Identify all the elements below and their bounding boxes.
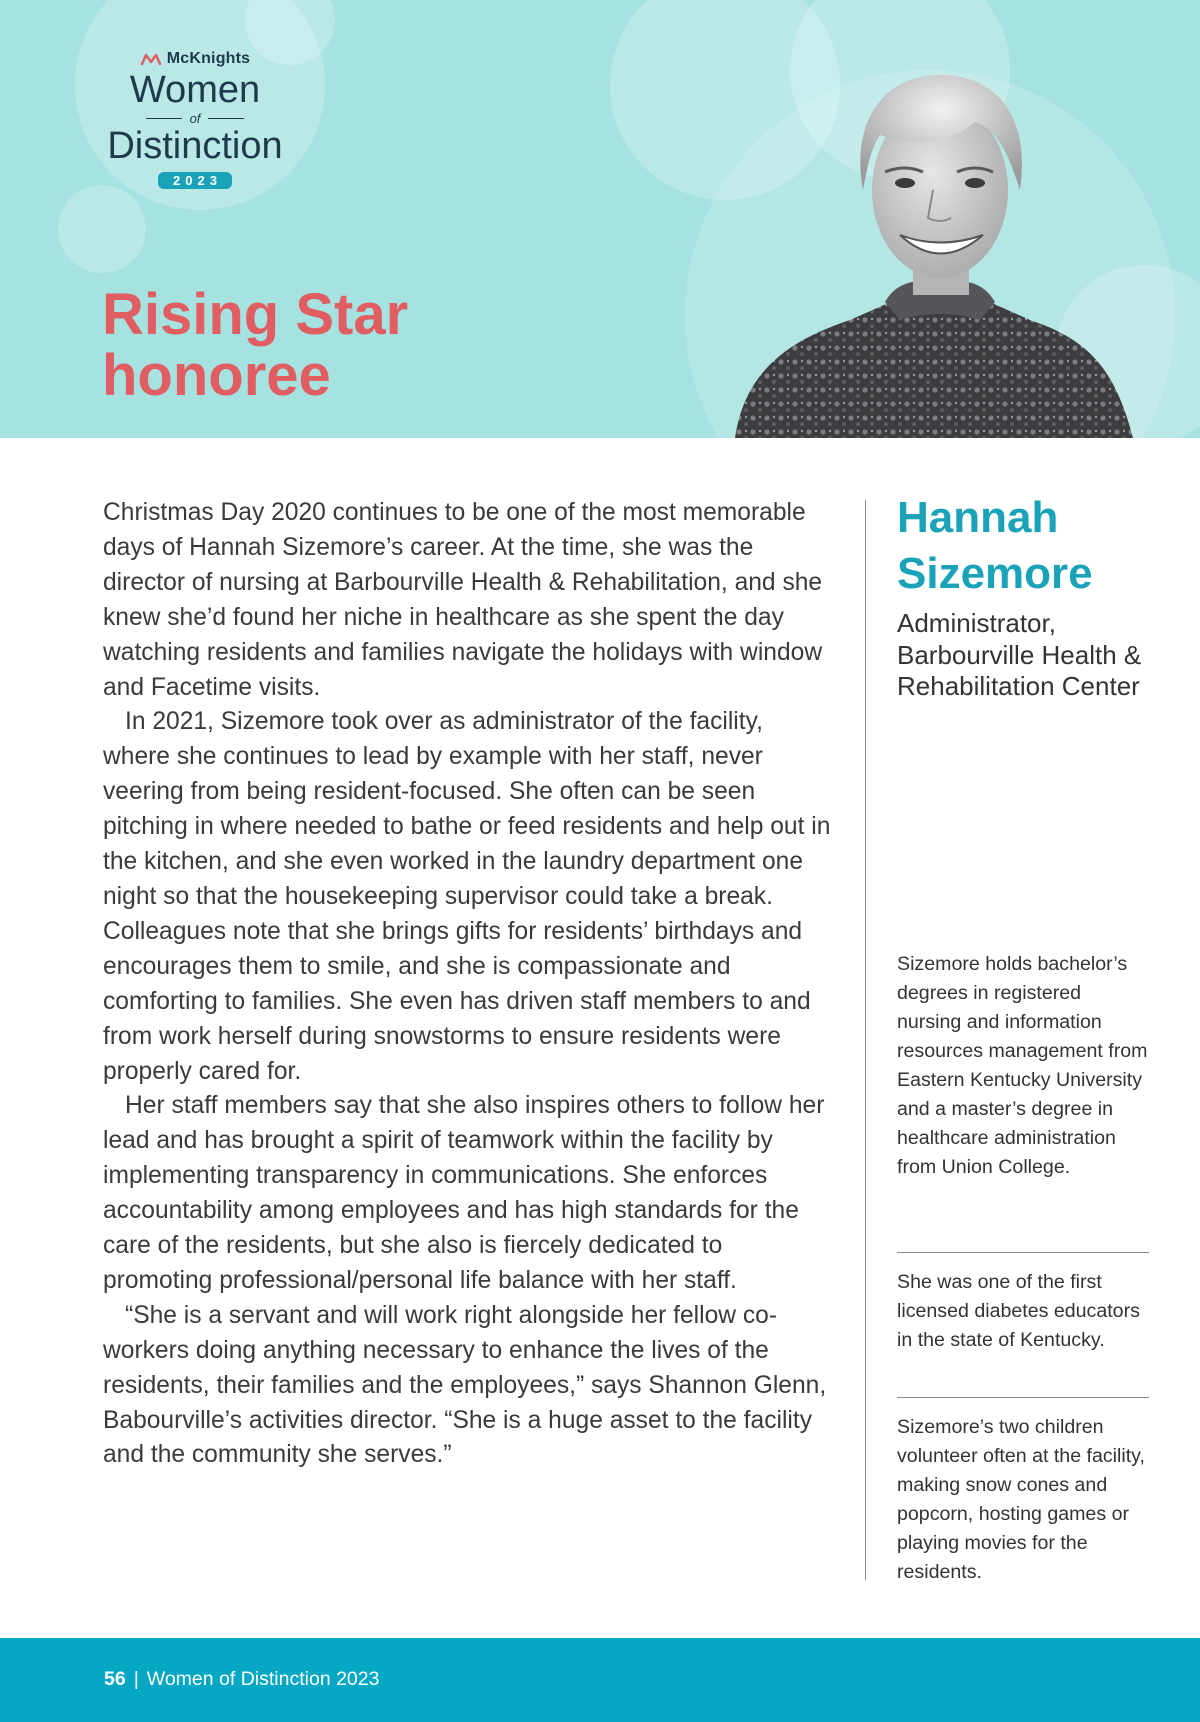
article-paragraph: In 2021, Sizemore took over as administrator of the facility, where she continues to lead by example with her staff, never veering from being resident-focused. She often can be seen pitching in where needed to bathe or feed residents and help out in the kitchen, and she even worked in the laundry department one night so that the housekeeping supervisor could take a break. Colleagues note that she brings gifts for residents’ birthdays and encourages them to smile, and she is compassionate and comforting to families. She even has driven staff members to and from work herself during snowstorms to ensure residents were properly cared for. [103,708,831,1085]
logo-year-badge: 2023 [158,172,232,189]
article-paragraph: “She is a servant and will work right alongside her fellow co-workers doing anything necessary to enhance the lives of the residents, their families and the employees,” says Shannon Glenn, Babourville’s activities director. “She is a huge asset to the facility and the community she serves.” [103,1301,827,1469]
portrait-photo [735,50,1155,438]
honoree-name [897,490,1149,602]
sidebar-fact: She was one of the first licensed diabetes educators in the state of Kentucky. [897,1271,1140,1351]
decorative-bubble [58,185,146,273]
logo-women-text: Women [129,69,261,111]
mcknights-logo [95,50,295,190]
logo-rule [208,118,244,119]
article-paragraph: Christmas Day 2020 continues to be one of the most memorable days of Hannah Sizemore’s career. At the time, she was the director of nursing at Barbourville Health & Rehabilitation, and she knew she’d found her niche in healthcare as she spent the day watching residents and families navigate the holidays with window and Facetime visits. [103,499,823,701]
mcknights-mark-icon [140,52,162,66]
article-body [103,496,833,1473]
sidebar-fact: Sizemore’s two children volunteer often at the facility, making snow cones and popcorn, hosting games or playing movies for the residents. [897,1416,1145,1583]
logo-of-text: of [189,110,201,126]
page-title-line1: Rising Star [102,282,409,347]
honoree-role: Administrator, Barbourville Health & Rehabilitation Center [897,608,1142,701]
fact-divider [897,1397,1149,1398]
logo-distinction-text: Distinction [107,125,283,167]
sidebar-fact: Sizemore holds bachelor’s degrees in registered nursing and information resources management from Eastern Kentucky University and a master’s degree in healthcare administration from Union College. [897,953,1148,1178]
page-title-line2: honoree [102,343,331,408]
honoree-first-name: Hannah [897,493,1059,542]
article-paragraph: Her staff members say that she also inspires others to follow her lead and has brought a spirit of teamwork within the facility by implementing transparency in communications. She enforces accountability among employees and has high standards for the care of the residents, but she also is fiercely dedicated to promoting professional/personal life balance with her staff. [103,1092,825,1294]
fact-divider [897,1252,1149,1253]
page-footer [0,1638,1200,1722]
logo-rule [146,118,182,119]
publication-name: Women of Distinction 2023 [146,1668,380,1690]
footer-separator: | [133,1668,139,1690]
honoree-last-name: Sizemore [897,549,1093,598]
page-title [102,284,522,406]
hero-banner [0,0,1200,438]
page-number: 56 [104,1668,126,1690]
logo-brand-text: McKnights [166,50,251,67]
column-divider [865,500,866,1580]
